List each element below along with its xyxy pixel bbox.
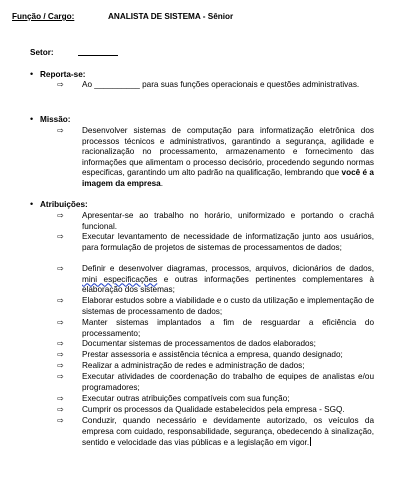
atribuicao-item[interactable] [82,416,374,449]
setor-label: Setor: [30,48,54,57]
arrow-right-icon: ⇨ [57,350,64,359]
arrow-right-icon: ⇨ [57,264,64,273]
arrow-right-icon: ⇨ [57,394,64,403]
setor-blank [78,45,118,56]
atribuicao-item: Executar atividades de coordenação do trabalho de equipes de analistas e/ou programadores; [82,372,374,392]
bullet-dot-icon: • [30,114,34,124]
atribuicao-item: Manter sistemas implantados a fim de resguardar a eficiência do processamento; [82,318,374,338]
atribuicao-item: Elaborar estudos sobre a viabilidade e o custo da utilização e implementação de sistemas de processamento de dados; [82,296,374,316]
arrow-right-icon: ⇨ [57,80,64,89]
arrow-right-icon: ⇨ [57,211,64,220]
arrow-right-icon: ⇨ [57,405,64,414]
arrow-right-icon: ⇨ [57,318,64,327]
cargo-title: ANALISTA DE SISTEMA - Sênior [108,12,234,21]
atribuicao-item: Realizar a administração de redes e administração de dados; [82,361,305,370]
atribuicao-item-text: Conduzir, quando necessário e devidamente autorizado, os veículos da empresa com cuidado, responsabilidade, segurança, obedecendo à sinalização, sentido e velocidade das vias públicas e a legislação em vigor. [82,416,374,448]
arrow-right-icon: ⇨ [57,372,64,381]
atribuicao-item: Documentar sistemas de processamentos de dados elaborados; [82,339,316,348]
bullet-dot-icon: • [30,69,34,79]
missao-emphasis: você é a imagem da empresa [82,168,374,188]
missao-label: Missão: [40,115,71,124]
arrow-right-icon: ⇨ [57,232,64,241]
reporta-text: Ao __________ para suas funções operacionais e questões administrativas. [82,80,360,89]
bullet-dot-icon: • [30,199,34,209]
missao-text [82,126,374,190]
atribuicao-item: Definir e desenvolver diagramas, processos, arquivos, dicionários de dados, mini especificações e outras informações pertinentes complementares à elaboração dos sistemas; [82,264,374,295]
arrow-right-icon: ⇨ [57,416,64,425]
funcao-label: Função / Cargo: [12,12,75,21]
text-cursor [310,437,311,446]
arrow-right-icon: ⇨ [57,339,64,348]
header-row [12,12,74,21]
arrow-right-icon: ⇨ [57,126,64,135]
reporta-label: Reporta-se: [40,70,86,79]
atribuicoes-label: Atribuições: [40,200,88,209]
missao-end: . [160,178,164,188]
atribuicao-item: Executar outras atribuições compatíveis com sua função; [82,394,290,403]
atribuicao-item: Apresentar-se ao trabalho no horário, uniformizado e portando o crachá funcional. [82,211,374,231]
arrow-right-icon: ⇨ [57,361,64,370]
atribuicao-item: Prestar assessoria e assistência técnica a empresa, quando designado; [82,350,343,359]
arrow-right-icon: ⇨ [57,296,64,305]
atribuicao-item: Executar levantamento de necessidade de informatização junto aos usuários, para formulação de projetos de sistemas de processamentos de dados; [82,232,374,252]
atribuicao-item: Cumprir os processos da Qualidade estabelecidos pela empresa - SGQ. [82,405,345,414]
missao-body: Desenvolver sistemas de computação para informatização eletrônica dos processos técnicos e administrativos, garantindo a segurança, agilidade e racionalização no processamento, armazenamento e fornecimento das informações que alimentam o processo decisório, procedendo segundo normas especificas, garantindo um alto padrão na qualificação, lembrando que [82,126,374,178]
